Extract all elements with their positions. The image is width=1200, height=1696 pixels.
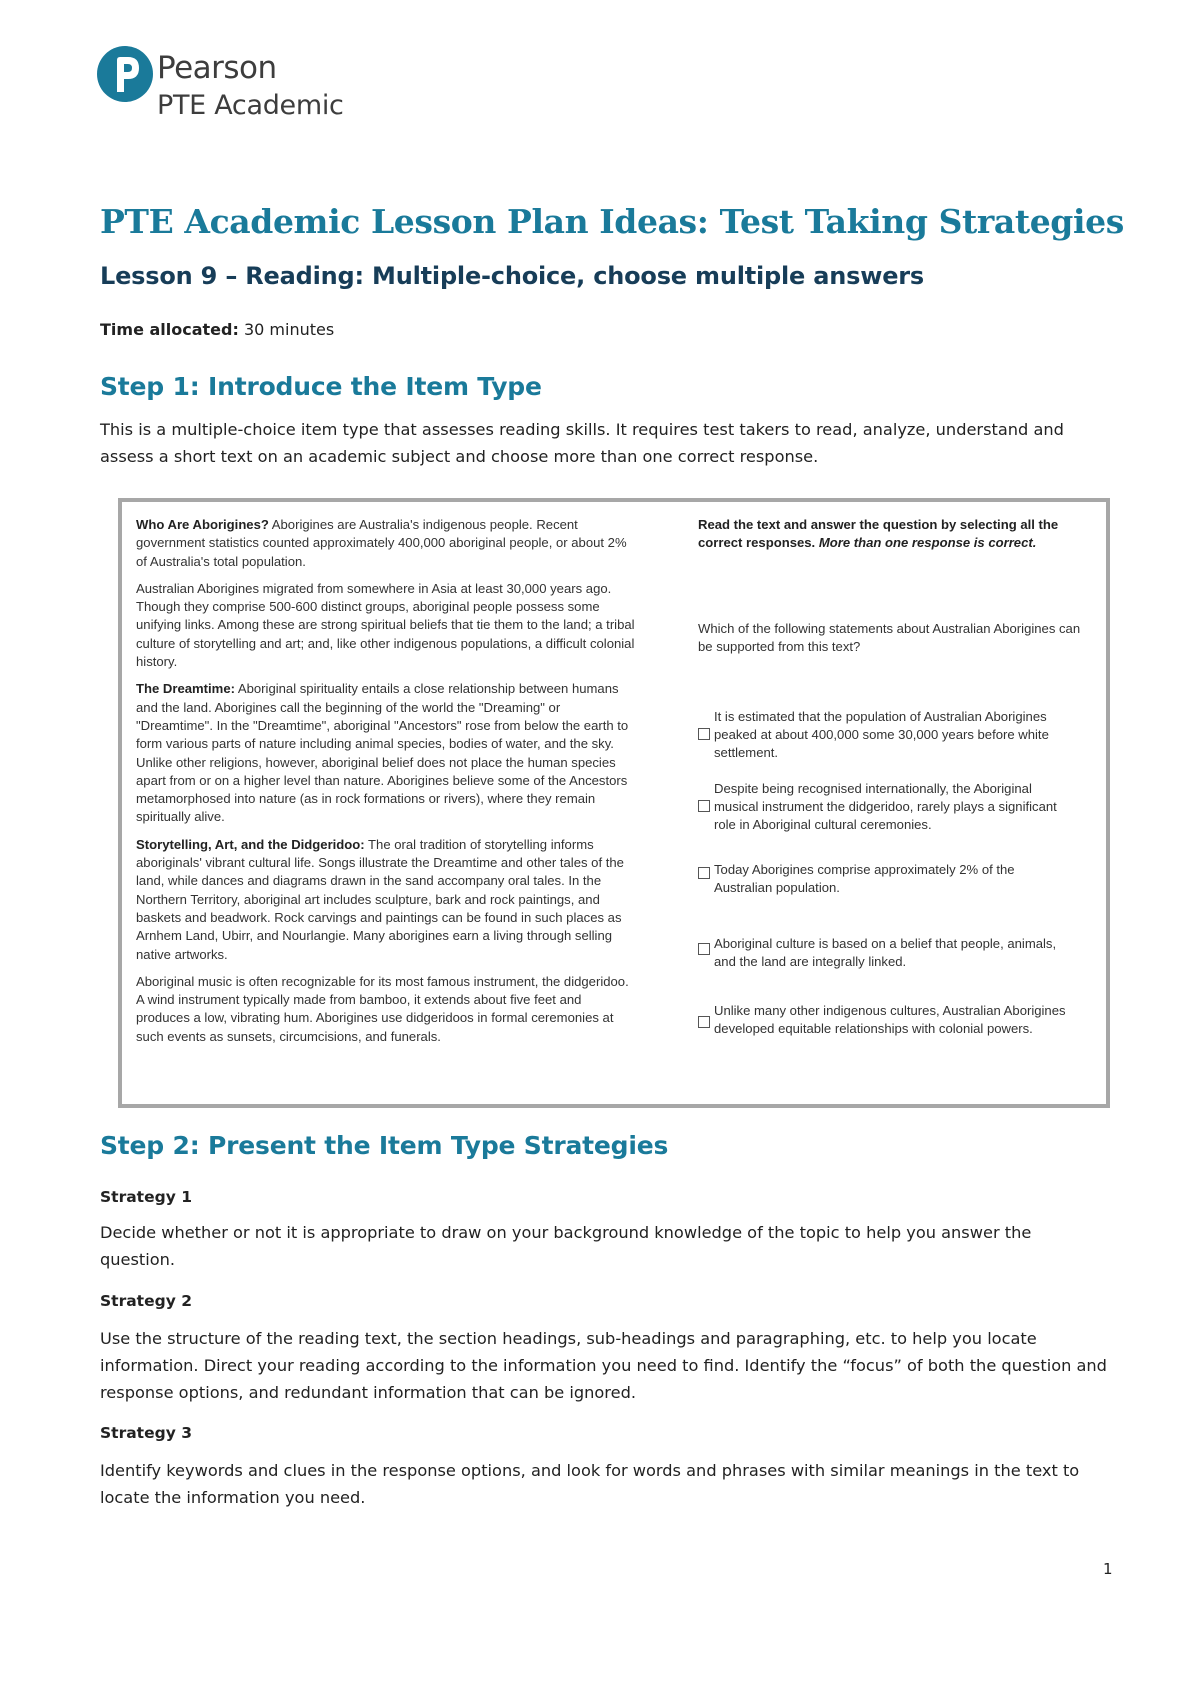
instructions: Read the text and answer the question by selecting all the correct responses. More than one response is correct. [698,517,1059,550]
product-name: PTE Academic [157,90,344,121]
step2-heading: Step 2: Present the Item Type Strategies [100,1131,669,1160]
time-allocated [100,320,334,339]
step1-text: This is a multiple-choice item type that assesses reading skills. It requires test takers to read, analyze, understand and assess a short text on an academic subject and choose more than one correct response. [100,420,1064,466]
page-number: 1 [1103,1560,1113,1578]
option-text: Despite being recognised internationally, the Aboriginal musical instrument the didgeridoo, rarely plays a significant role in Aboriginal cultural ceremonies. [714,781,1057,832]
strategy-label: Strategy 3 [100,1424,192,1442]
option-checkbox[interactable] [698,728,710,740]
passage-paragraph: The Dreamtime: Aboriginal spirituality entails a close relationship between humans and the land. Aborigines call the beginning of the world the "Dreaming" or "Dreamtime". In the "Dreamtime", aboriginal "Ancestors" rose from below the earth to form various parts of nature including animal species, bodies of water, and the sky. Unlike other religions, however, aboriginal belief does not place the human species apart from or on a higher level than nature. Aborigines believe some of the Ancestors metamorphosed into nature (as in rock formations or rivers), where they remain spiritually alive. [136,681,629,825]
time-value: 30 minutes [238,320,335,339]
question-text: Which of the following statements about Australian Aborigines can be supported from this text? [698,621,1081,654]
option-checkbox[interactable] [698,867,710,879]
option-text: It is estimated that the population of Australian Aborigines peaked at about 400,000 some 30,000 years before white settlement. [714,709,1049,760]
option-text: Aboriginal culture is based on a belief that people, animals, and the land are integrally linked. [714,936,1057,969]
pearson-logo-icon [95,44,155,104]
lesson-subtitle: Lesson 9 – Reading: Multiple-choice, choose multiple answers [100,262,925,290]
strategy-text: Identify keywords and clues in the response options, and look for words and phrases with similar meanings in the text to locate the information you need. [100,1461,1080,1507]
option-text: Today Aborigines comprise approximately 2% of the Australian population. [714,862,1015,895]
strategy-label: Strategy 1 [100,1188,192,1206]
passage-paragraph: Aboriginal music is often recognizable for its most famous instrument, the didgeridoo. A wind instrument typically made from bamboo, it extends about five feet and produces a low, vibrating hum. Aborigines use didgeridoos in formal ceremonies at such events as sunsets, circumcisions, and funerals. [136,973,629,1044]
option-checkbox[interactable] [698,943,710,955]
passage-paragraph: Australian Aborigines migrated from somewhere in Asia at least 30,000 years ago. Though they comprise 500-600 distinct groups, aboriginal people possess some unifying links. Among these are strong spiritual beliefs that tie them to the land; a tribal culture of storytelling and art; and, like other indigenous populations, a difficult colonial history. [136,580,635,670]
question-column [698,516,1098,1036]
brand-name: Pearson [157,50,277,86]
strategy-text: Use the structure of the reading text, the section headings, sub-headings and paragraphing, etc. to help you locate information. Direct your reading according to the information you need to find. Identify the “focus” of both the question and response options, and redundant information that can be ignored. [100,1329,1107,1402]
strategy-label: Strategy 2 [100,1292,192,1310]
option-checkbox[interactable] [698,800,710,812]
option-checkbox[interactable] [698,1016,710,1028]
reading-passage [136,516,636,1055]
passage-heading: The Dreamtime: [136,681,235,697]
strategy-text: Decide whether or not it is appropriate to draw on your background knowledge of the topic to help you answer the question. [100,1223,1032,1269]
passage-paragraph: Storytelling, Art, and the Didgeridoo: The oral tradition of storytelling informs aboriginals' vibrant cultural life. Songs illustrate the Dreamtime and other tales of the land, while dances and diagrams drawn in the sand accompany oral tales. In the Northern Territory, aboriginal art includes sculpture, bark and rock paintings, and baskets and beadwork. Rock carvings and paintings can be found in such places as Arnhem Land, Ubirr, and Nourlangie. Many aborigines earn a living through selling native artworks. [136,836,624,962]
step1-heading: Step 1: Introduce the Item Type [100,372,542,401]
time-label: Time allocated: [100,320,239,339]
passage-heading: Who Are Aborigines? [136,517,269,532]
sample-item-panel [118,498,1110,1108]
passage-paragraph: Who Are Aborigines? Aborigines are Australia's indigenous people. Recent government statistics counted approximately 400,000 aboriginal people, or about 2% of Australia's total population. [136,517,627,569]
page-title: PTE Academic Lesson Plan Ideas: Test Taking Strategies [100,202,1124,241]
passage-heading: Storytelling, Art, and the Didgeridoo: [136,836,365,852]
option-text: Unlike many other indigenous cultures, Australian Aborigines developed equitable relationships with colonial powers. [714,1003,1066,1036]
